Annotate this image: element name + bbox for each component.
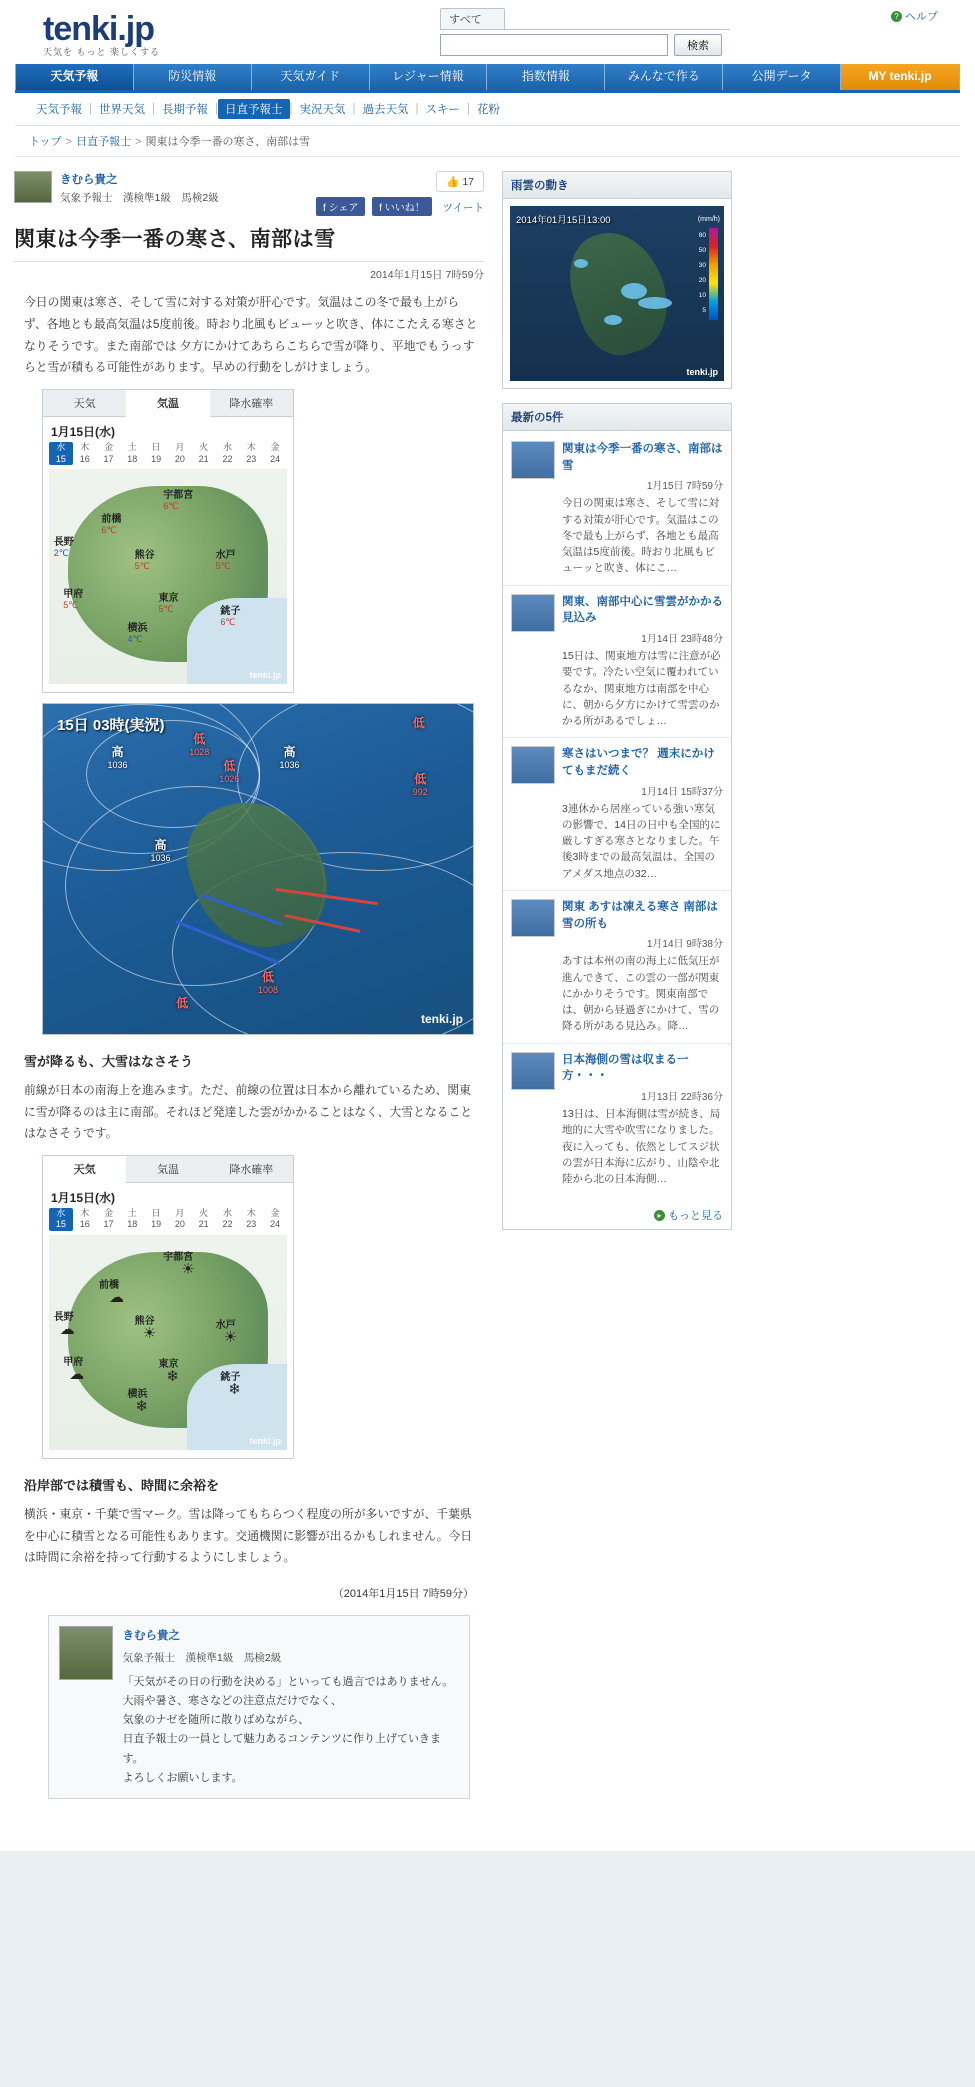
sidebar [502, 171, 732, 1821]
point2-label-4: 水戸 [215, 1320, 236, 1332]
day2-2[interactable]: 金 17 [103, 1208, 114, 1230]
mark-value-1: 1028 [189, 747, 210, 758]
news-thumbnail [511, 746, 555, 784]
section3-heading: 沿岸部では積雪も、時間に余裕を [24, 1477, 220, 1493]
point-value-8: 4℃ [127, 634, 143, 645]
article-closing-date: （2014年1月15日 7時59分） [332, 1588, 474, 1601]
mark-kind-4: 高 [283, 745, 296, 760]
article-lead: 今日の関東は寒さ、そして雪に対する対策が肝心です。気温はこの冬で最も上がらず、各地とも最高気温は5度前後。時おり北風もビューッと吹き、体にこたえる寒さとなりそうです。また南部では 夕方にかけてあちらこちらで雪が降り、平地でもうっすらと雪が積もる可能性があります。早めの行動をしがけましょう。 [24, 295, 478, 375]
map-watermark: tenki.jp [249, 669, 281, 680]
point-value-3: 5℃ [134, 561, 150, 572]
weather-icon-2: ☁ [59, 1320, 75, 1338]
subnav-item-forecast[interactable]: 天気予報 [36, 104, 82, 116]
arrow-right-icon: ▸ [654, 1210, 665, 1221]
point2-label-5: 甲府 [63, 1356, 84, 1368]
mark-kind-0: 低 [412, 715, 425, 730]
subnav-item-longrange[interactable]: 長期予報 [162, 104, 208, 116]
weather-icon-4: ☀ [223, 1329, 238, 1347]
social-buttons [312, 171, 484, 216]
news-excerpt: あすは本州の南の海上に低気圧が進んできて、この雲の一部が関東にかかりそうです。関東南部では、朝から昼過ぎにかけて、雪の降る所がある見込み。降… [562, 955, 720, 1033]
point-value-4: 5℃ [215, 561, 231, 572]
news-title[interactable]: 関東 あすは凍える寒さ 南部は雪の所も [562, 901, 718, 930]
help-label: ヘルプ [905, 11, 938, 23]
day-6[interactable]: 火 21 [198, 442, 209, 464]
section3-body: 横浜・東京・千葉で雪マーク。雪は降ってもちらつく程度の所が多いですが、千葉県を中心に積雪となる可能性もあります。交通機関に影響が出るかもしれません。今日は時間に余裕を持って行動するようにしましょう。 [24, 1506, 473, 1565]
map-tab-weather[interactable]: 天気 [73, 398, 96, 411]
point-label-8: 横浜 [127, 623, 148, 635]
breadcrumb-item-top[interactable]: トップ [29, 136, 62, 148]
news-thumbnail [511, 441, 555, 479]
author-box-line-1: 大雨や暑さ、寒さなどの注意点だけでなく、 [122, 1694, 342, 1707]
weather-icon-8: ❄ [135, 1398, 149, 1416]
news-date: 1月14日 23時48分 [641, 634, 723, 646]
news-date: 1月15日 7時59分 [646, 481, 723, 493]
point2-label-8: 横浜 [127, 1389, 148, 1401]
content-columns [0, 157, 975, 1821]
news-excerpt: 13日は、日本海側は雪が続き、局地的に大雪や吹雪になりました。夜に入っても、依然としてスジ状の雲が日本海に広がり、山陰や北陸から北の日本海側… [562, 1108, 721, 1186]
logo-tagline: 天気を もっと 楽しくする [43, 47, 161, 57]
mark-value-6: 1036 [150, 852, 171, 863]
subnav-item-ski[interactable]: スキー [425, 104, 460, 116]
map2-date: 1月15日(水) [51, 1191, 116, 1206]
radar-timestamp: 2014年01月15日13:00 [516, 215, 611, 226]
news-thumbnail [511, 1052, 555, 1090]
news-excerpt: 15日は、関東地方は雪に注意が必要です。冷たい空気に覆われているなか、関東地方は南部を中心に、朝から夕方にかけて雪雲のかかる所があるでしょ… [562, 650, 721, 728]
weather-map-widget [42, 1155, 294, 1459]
mark-value-2: 1036 [107, 760, 128, 771]
gnav-item-community[interactable]: みんなで作る [605, 64, 723, 90]
point-value-1: 6℃ [101, 524, 117, 535]
news-excerpt: 今日の関東は寒さ、そして雪に対する対策が肝心です。気温はこの冬で最も上がらず、各地とも最高気温は5度前後。時おり北風もビューッと吹き、体にこ… [562, 497, 720, 575]
mark-value-3: 1026 [219, 773, 240, 784]
author-rank: 気象予報士 漢検準1級 馬検2級 [60, 192, 219, 204]
map-tab-temperature[interactable]: 気温 [126, 390, 209, 417]
news-thumbnail [511, 594, 555, 632]
radar-panel [502, 171, 732, 389]
tweet-button[interactable]: ツイート [442, 202, 484, 214]
top-bar [15, 0, 960, 62]
day2-7[interactable]: 水 22 [222, 1208, 233, 1230]
gnav-item-my-tenki[interactable]: MY tenki.jp [841, 64, 960, 90]
radar-watermark: tenki.jp [686, 367, 718, 377]
header [15, 0, 960, 157]
day2-0[interactable]: 水 15 [49, 1208, 73, 1231]
article-header [14, 171, 484, 217]
news-title[interactable]: 関東は今季一番の寒さ、南部は雪 [562, 443, 723, 472]
mark-kind-2: 高 [111, 745, 124, 760]
day-strip-2 [43, 1208, 293, 1235]
search-scope-tab[interactable]: すべて [440, 8, 505, 29]
news-header: 最新の5件 [503, 404, 731, 431]
map-date: 1月15日(水) [51, 425, 116, 440]
weather-icon-0: ☀ [181, 1260, 195, 1278]
day2-6[interactable]: 火 21 [198, 1208, 209, 1230]
weather-icon-6: ❄ [166, 1368, 180, 1386]
map2-tab-temperature[interactable]: 気温 [156, 1164, 179, 1177]
kanto-weather-map[interactable] [49, 1235, 287, 1450]
mark-kind-7: 低 [262, 969, 275, 984]
day-7[interactable]: 水 22 [222, 442, 233, 464]
mark-kind-1: 低 [193, 732, 206, 747]
breadcrumb-item-forecaster[interactable]: 日直予報士 [76, 136, 132, 148]
mark-kind-3: 低 [223, 758, 236, 773]
like-count: 17 [462, 176, 474, 188]
surface-analysis-chart[interactable] [42, 703, 474, 1035]
weather-icon-3: ☀ [142, 1325, 157, 1343]
day2-5[interactable]: 月 20 [174, 1208, 185, 1230]
point-value-2: 2℃ [53, 548, 69, 559]
day-9[interactable]: 金 24 [270, 442, 281, 464]
kanto-temperature-map[interactable] [49, 469, 287, 684]
search-area [440, 8, 730, 56]
news-excerpt: 3連休から居座っている強い寒気の影響で、14日の日中も全国的に厳しすぎる寒さとなりました。午後3時までの最高気温は、全国のアメダス地点の32… [562, 802, 721, 880]
gnav-item-forecast[interactable]: 天気予報 [15, 64, 134, 90]
point2-label-1: 前橋 [98, 1279, 119, 1291]
map-tab-precipitation[interactable]: 降水確率 [229, 398, 274, 411]
gnav-item-index[interactable]: 指数情報 [487, 64, 605, 90]
map2-tab-weather[interactable]: 天気 [43, 1156, 126, 1183]
author-name[interactable]: きむら貴之 [60, 174, 118, 186]
facebook-like-button[interactable]: f いいね！ [372, 197, 432, 216]
point-label-1: 前橋 [101, 513, 122, 525]
author-box-name[interactable]: きむら貴之 [122, 1630, 181, 1643]
point-value-7: 6℃ [220, 617, 236, 628]
day2-9[interactable]: 金 24 [270, 1208, 281, 1230]
news-thumbnail [511, 899, 555, 937]
day-4[interactable]: 日 19 [151, 442, 162, 464]
day2-8[interactable]: 木 23 [246, 1208, 257, 1230]
day-strip [43, 442, 293, 469]
help-link[interactable] [891, 8, 938, 24]
site-logo[interactable] [43, 10, 160, 58]
list-item[interactable] [503, 433, 731, 586]
point2-label-3: 熊谷 [134, 1316, 155, 1328]
search-row [440, 29, 730, 56]
author-box-line-3: 日直予報士の一員として魅力あるコンテンツに作り上げていきます。 [122, 1733, 441, 1765]
point-value-0: 6℃ [163, 500, 179, 511]
radar-header: 雨雲の動き [503, 172, 731, 199]
map-tabs-2 [43, 1156, 293, 1183]
breadcrumb: トップ > 日直予報士 > 関東は今季一番の寒さ、南部は雪 [15, 126, 960, 157]
more-news-link[interactable] [503, 1201, 731, 1229]
weather-icon-1: ☁ [108, 1288, 124, 1306]
list-item[interactable] [503, 891, 731, 1044]
point2-label-7: 銚子 [220, 1371, 241, 1383]
avatar [14, 171, 52, 203]
chart-label: 15日 03時(実況) [57, 716, 165, 734]
page-title: 関東は今季一番の寒さ、南部は雪 [14, 223, 484, 262]
map-tabs [43, 390, 293, 417]
radar-map[interactable] [510, 206, 724, 381]
share-row [312, 197, 484, 216]
point2-label-6: 東京 [158, 1359, 179, 1371]
latest-news-panel [502, 403, 732, 1230]
mark-kind-5: 低 [414, 771, 427, 786]
radar-scale-values: 80 50 30 20 10 5 [698, 232, 706, 314]
point2-label-0: 宇都宮 [163, 1251, 194, 1263]
list-item[interactable] [503, 1044, 731, 1196]
mark-value-5: 992 [412, 786, 428, 797]
subnav-item-forecaster[interactable]: 日直予報士 [218, 99, 290, 119]
news-date: 1月14日 15時37分 [641, 786, 723, 798]
day-8[interactable]: 木 23 [246, 442, 257, 464]
day-0[interactable]: 水 15 [49, 442, 73, 465]
author-profile-box [48, 1615, 470, 1799]
main-column [14, 171, 484, 1821]
mark-value-7: 1008 [258, 984, 279, 995]
sub-nav: 天気予報 | 世界天気 | 長期予報 | 日直予報士 | 実況天気 | 過去天気 | スキー | 花粉 [15, 93, 960, 126]
day2-3[interactable]: 土 18 [127, 1208, 138, 1230]
section2-heading: 雪が降るも、大雪はなさそう [24, 1053, 194, 1069]
day2-1[interactable]: 木 16 [79, 1208, 90, 1230]
article-date: 2014年1月15日 7時59分 [370, 269, 484, 281]
logo-text: tenki.jp [43, 10, 155, 48]
day-3[interactable]: 土 18 [127, 442, 138, 464]
point-label-5: 甲府 [63, 588, 84, 600]
news-list [503, 431, 731, 1201]
mark-kind-6: 高 [154, 837, 167, 852]
search-button[interactable]: 検索 [674, 34, 722, 56]
subnav-item-world[interactable]: 世界天気 [99, 104, 145, 116]
author-box-line-4: よろしくお願いします。 [122, 1771, 243, 1784]
question-icon: ? [891, 11, 902, 22]
temperature-map-widget [42, 389, 294, 693]
news-title[interactable]: 寒さはいつまで？ 週末にかけてもまだ続く [562, 748, 715, 778]
mark-value-4: 1036 [279, 760, 300, 771]
list-item[interactable] [503, 738, 731, 891]
point-label-4: 水戸 [215, 550, 236, 562]
subnav-item-pollen[interactable]: 花粉 [477, 104, 500, 116]
map2-tab-precipitation[interactable]: 降水確率 [229, 1164, 274, 1177]
point-value-5: 5℃ [63, 599, 79, 610]
global-nav [15, 64, 960, 93]
more-label: もっと見る [668, 1210, 723, 1223]
point2-label-2: 長野 [53, 1311, 74, 1323]
author-avatar [59, 1626, 113, 1680]
author-box-rank: 気象予報士 漢検準1級 馬検2級 [122, 1652, 282, 1665]
point-value-6: 5℃ [158, 604, 174, 615]
day-5[interactable]: 月 20 [174, 442, 185, 464]
subnav-item-current[interactable]: 実況天気 [299, 104, 346, 116]
radar-color-scale [709, 228, 718, 320]
weather-icon-7: ❄ [228, 1380, 241, 1398]
news-date: 1月14日 9時38分 [646, 939, 723, 951]
list-item[interactable] [503, 586, 731, 739]
gnav-item-guide[interactable]: 天気ガイド [252, 64, 370, 90]
map2-watermark: tenki.jp [249, 1435, 281, 1446]
news-title[interactable]: 関東、南部中心に雪雲がかかる見込み [562, 595, 723, 625]
gnav-item-opendata[interactable]: 公開データ [723, 64, 841, 90]
facebook-share-button[interactable]: f シェア [316, 197, 365, 216]
news-date: 1月13日 22時36分 [641, 1092, 723, 1104]
share-label: シェア [328, 203, 359, 214]
news-title[interactable]: 日本海側の雪は収まる一方・・・ [562, 1053, 689, 1083]
breadcrumb-item-current: 関東は今季一番の寒さ、南部は雪 [145, 136, 311, 148]
fb-like-label: いいね！ [384, 203, 425, 214]
author-box-line-2: 気象のナゼを随所に散りばめながら、 [122, 1714, 310, 1727]
gnav-item-disaster[interactable]: 防災情報 [134, 64, 252, 90]
weather-icon-5: ☁ [69, 1365, 85, 1383]
like-count-button[interactable] [436, 171, 484, 192]
point-label-3: 熊谷 [134, 550, 155, 562]
mark-kind-8: 低 [176, 996, 189, 1011]
subnav-item-past[interactable]: 過去天気 [362, 104, 409, 116]
day-2[interactable]: 金 17 [103, 442, 114, 464]
radar-unit: (mm/h) [697, 216, 720, 223]
thumbs-up-icon: 👍 [446, 176, 460, 188]
gnav-item-leisure[interactable]: レジャー情報 [370, 64, 488, 90]
point-label-2: 長野 [53, 537, 74, 549]
point-label-7: 銚子 [220, 606, 241, 618]
section2-body: 前線が日本の南海上を進みます。ただ、前線の位置は日本から離れているため、関東に雪が降るのは主に南部。それほど発達した雲がかかることはなく、大雪となることはなさそうです。 [24, 1082, 473, 1141]
search-input[interactable] [440, 34, 668, 56]
point-label-0: 宇都宮 [163, 489, 194, 501]
author-box-line-0: 「天気がその日の行動を決める」といっても過言ではありません。 [122, 1675, 454, 1688]
day-1[interactable]: 木 16 [79, 442, 90, 464]
chart-watermark: tenki.jp [420, 1011, 463, 1026]
day2-4[interactable]: 日 19 [151, 1208, 162, 1230]
point-label-6: 東京 [158, 593, 179, 605]
